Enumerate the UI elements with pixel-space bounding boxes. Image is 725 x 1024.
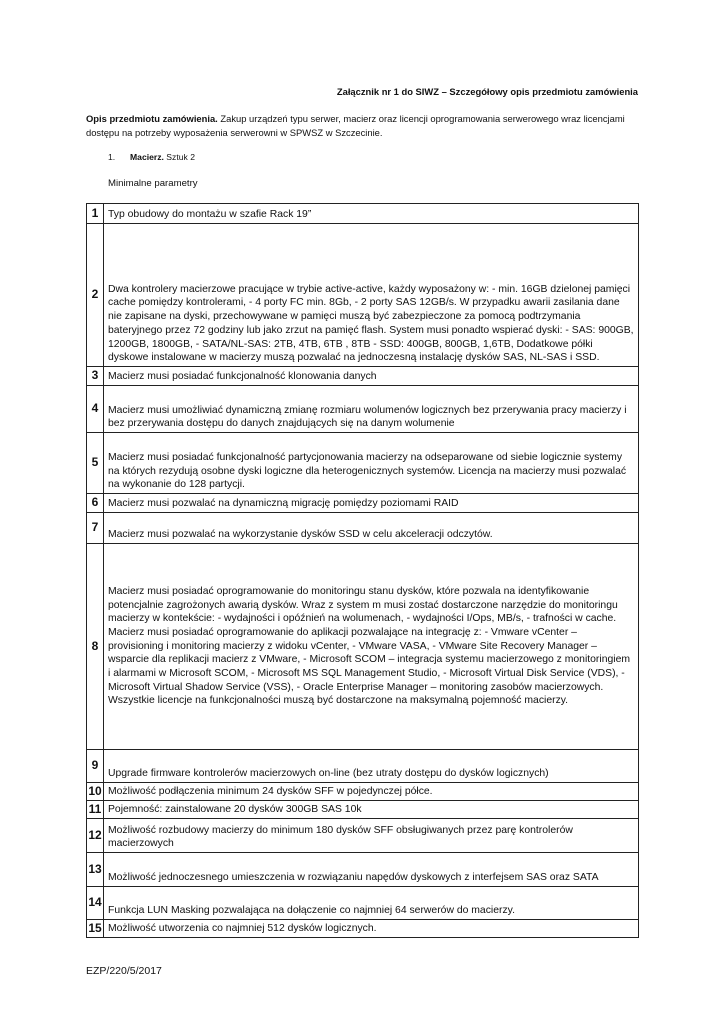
- row-number: 6: [87, 494, 104, 513]
- row-text: Możliwość podłączenia minimum 24 dysków SFF w pojedynczej półce.: [104, 783, 639, 801]
- row-number: 8: [87, 544, 104, 750]
- row-number: 2: [87, 224, 104, 367]
- row-number: 11: [87, 801, 104, 819]
- table-row: [87, 513, 639, 544]
- annex-title: Załącznik nr 1 do SIWZ – Szczegółowy opis przedmiotu zamówienia: [336, 86, 638, 97]
- row-number: 7: [87, 513, 104, 544]
- row-text: Macierz musi posiadać funkcjonalność partycjonowania macierzy na odseparowane od siebie logicznie systemy na których rezydują osobne dyski logiczne dla heterogenicznych systemów. Licencja na macierzy musi pozwalać na wykonanie do 128 partycji.: [104, 433, 639, 494]
- row-text: Możliwość jednoczesnego umieszczenia w rozwiązaniu napędów dyskowych z interfejsem SAS oraz SATA: [104, 853, 639, 887]
- table-row: [87, 920, 639, 938]
- table-row: [87, 801, 639, 819]
- document-reference: EZP/220/5/2017: [86, 965, 162, 977]
- row-number: 13: [87, 853, 104, 887]
- row-number: 12: [87, 819, 104, 853]
- row-text: Możliwość utworzenia co najmniej 512 dysków logicznych.: [104, 920, 639, 938]
- row-text: Dwa kontrolery macierzowe pracujące w trybie active-active, każdy wyposażony w: - min. 16GB dzielonej pamięci cache pomiędzy kontrolerami, - 4 porty FC min. 8Gb, - 2 porty SAS 12GB/s. W przypadku awarii zasilania dane nie zapisane na dyski, przechowywane w pamięci muszą być zabezpieczone za pomocą podtrzymania bateryjnego przez 72 godziny lub jako zrzut na pamięć flash. System musi ponadto wspierać dyski: - SAS: 900GB, 1200GB, 1800GB, - SATA/NL-SAS: 2TB, 4TB, 6TB , 8TB - SSD: 400GB, 800GB, 1,6TB, Dodatkowe półki dyskowe instalowane w macierzy muszą pozwalać na jednoczesną instalację dysków SAS, NL-SAS i SSD.: [104, 224, 639, 367]
- row-text: Macierz musi pozwalać na wykorzystanie dysków SSD w celu akceleracji odczytów.: [104, 513, 639, 544]
- table-row: [87, 783, 639, 801]
- row-text: Funkcja LUN Masking pozwalająca na dołączenie co najmniej 64 serwerów do macierzy.: [104, 887, 639, 920]
- intro-paragraph: [86, 112, 646, 140]
- intro-text: Zakup urządzeń typu serwer, macierz oraz licencji oprogramowania serwerowego wraz licencjami dostępu na potrzeby wyposażenia serwerowni w SPWSZ w Szczecinie.: [86, 113, 625, 138]
- row-number: 9: [87, 750, 104, 783]
- table-row: [87, 887, 639, 920]
- row-text: Macierz musi pozwalać na dynamiczną migrację pomiędzy poziomami RAID: [104, 494, 639, 513]
- row-text: Upgrade firmware kontrolerów macierzowych on-line (bez utraty dostępu do dysków logicznych): [104, 750, 639, 783]
- table-row: [87, 853, 639, 887]
- table-row: [87, 433, 639, 494]
- table-row: [87, 386, 639, 433]
- row-text: Typ obudowy do montażu w szafie Rack 19”: [104, 204, 639, 224]
- table-row: [87, 367, 639, 386]
- row-text: Macierz musi posiadać oprogramowanie do monitoringu stanu dysków, które pozwala na identyfikowanie potencjalnie zagrożonych awarią dysków. Wraz z system m musi zostać dostarczone narzędzie do monitoringu macierzy w kontekście: - wydajności i opóźnień na wolumenach, - wydajności I/Ops, MB/s, - trafności w cache. Macierz musi posiadać oprogramowanie do aplikacji pozwalające na integrację z: - Vmware vCenter – provisioning i monitoring macierzy z widoku vCenter, - VMware VASA, - VMware Site Recovery Manager – wsparcie dla replikacji macierz z VMware, - Microsoft SCOM – integracja systemu macierzowego z monitoringiem i alarmami w Microsoft SCOM, - Microsoft MS SQL Management Studio, - Microsoft Virtual Disk Service (VDS), - Microsoft Virtual Shadow Service (VSS), - Oracle Enterprise Manager – monitoring zasobów macierzowych. Wszystkie licencje na funkcjonalności muszą być dostarczone na maksymalną pojemność macierzy.: [104, 544, 639, 750]
- table-row: [87, 494, 639, 513]
- min-params-label: Minimalne parametry: [108, 178, 198, 189]
- row-text: Pojemność: zainstalowane 20 dysków 300GB SAS 10k: [104, 801, 639, 819]
- table-row: [87, 819, 639, 853]
- row-number: 14: [87, 887, 104, 920]
- row-text: Macierz musi posiadać funkcjonalność klonowania danych: [104, 367, 639, 386]
- row-number: 3: [87, 367, 104, 386]
- intro-heading: Opis przedmiotu zamówienia.: [86, 113, 218, 124]
- row-text: Macierz musi umożliwiać dynamiczną zmianę rozmiaru wolumenów logicznych bez przerywania pracy macierzy i bez przerywania dostępu do danych znajdujących się na danym wolumenie: [104, 386, 639, 433]
- table-row: [87, 204, 639, 224]
- table-row: [87, 224, 639, 367]
- item-line: [108, 152, 195, 162]
- item-quantity: Sztuk 2: [163, 152, 195, 162]
- row-number: 1: [87, 204, 104, 224]
- item-number: 1.: [108, 152, 116, 162]
- row-number: 10: [87, 783, 104, 801]
- row-text: Możliwość rozbudowy macierzy do minimum 180 dysków SFF obsługiwanych przez parę kontrolerów macierzowych: [104, 819, 639, 853]
- table-row: [87, 544, 639, 750]
- table-row: [87, 750, 639, 783]
- row-number: 5: [87, 433, 104, 494]
- row-number: 15: [87, 920, 104, 938]
- item-name: Macierz.: [130, 152, 164, 162]
- row-number: 4: [87, 386, 104, 433]
- spec-table: [86, 203, 639, 938]
